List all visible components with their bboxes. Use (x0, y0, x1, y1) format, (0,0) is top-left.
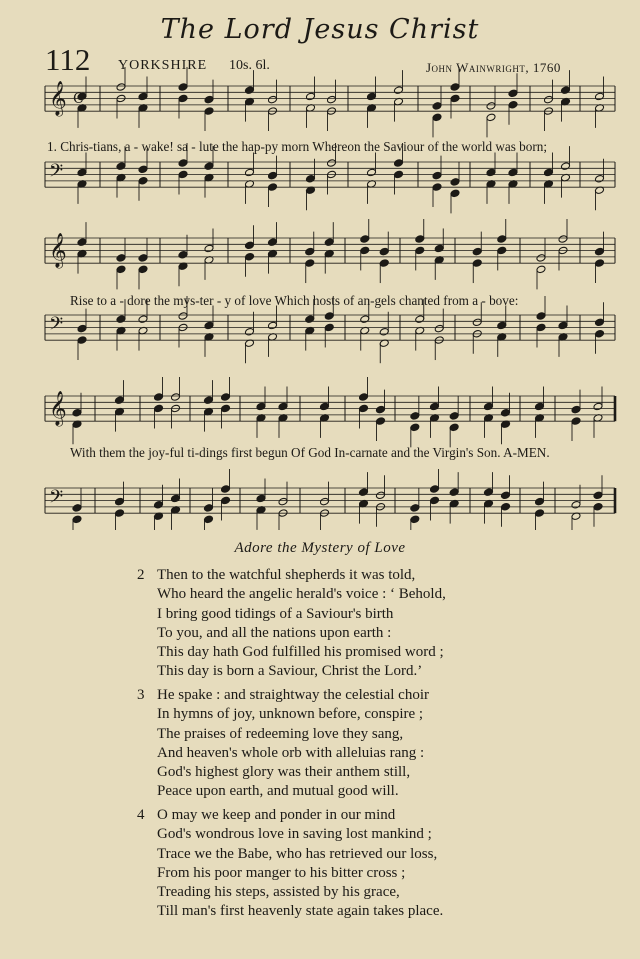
stanza-line: Then to the watchful shepherds it was told, (157, 567, 416, 583)
svg-text:𝄢: 𝄢 (49, 161, 64, 186)
svg-text:𝄢: 𝄢 (49, 487, 64, 512)
lyric-line-3: With them the joy-ful ti-dings first begun Of God In-carnate and the Virgin's Son. A-MEN. (70, 445, 550, 460)
svg-text:𝄞: 𝄞 (49, 391, 67, 426)
stanza-line: From his poor manger to his bitter cross ; (157, 864, 406, 881)
stanza-line: Who heard the angelic herald's voice : ‘ Behold, (157, 586, 446, 603)
stanza-line: Peace upon earth, and mutual good will. (157, 783, 399, 800)
stanza-line: This day is born a Saviour, Christ the Lord.’ (157, 663, 423, 680)
verse-heading: Adore the Mystery of Love (234, 540, 406, 556)
lyric-line-1: 1. Chris-tians, a - wake! sa - lute the hap-py morn Whereon the Saviour of the world was born; (47, 139, 548, 154)
hymn-section-title: The Lord Jesus Christ (160, 14, 480, 45)
tune-name: YORKSHIRE (118, 58, 208, 73)
stanza-line: Treading his steps, assisted by his grace, (157, 884, 400, 901)
stanza-line: God's wondrous love in saving lost mankind ; (157, 826, 432, 843)
stanza-line: Till man's first heavenly state again takes place. (157, 903, 444, 920)
svg-text:𝄞: 𝄞 (49, 81, 67, 116)
stanza-line: And heaven's whole orb with alleluias rang : (157, 744, 425, 761)
stanza-line: This day hath God fulfilled his promised word ; (157, 644, 444, 661)
hymn-number: 112 (45, 42, 91, 77)
stanza-number: 4 (137, 807, 145, 823)
stanza-line: In hymns of joy, unknown before, conspire ; (157, 706, 424, 723)
stanza-line: To you, and all the nations upon earth : (157, 624, 392, 641)
svg-text:C: C (73, 91, 84, 107)
stanza-line: The praises of redeeming love they sang, (157, 725, 404, 742)
stanza-line: I bring good tidings of a Saviour's birth (157, 605, 394, 622)
svg-text:𝄞: 𝄞 (49, 233, 67, 268)
stanza-number: 3 (137, 687, 145, 703)
stanza-line: Trace we the Babe, who has retrieved our loss, (157, 845, 438, 862)
svg-text:𝄢: 𝄢 (49, 314, 64, 339)
stanza-line: O may we keep and ponder in our mind (157, 807, 396, 823)
composer: John Wainwright, 1760 (426, 60, 561, 75)
meter: 10s. 6l. (229, 58, 270, 73)
lyric-line-2: Rise to a - dore the mys-ter - y of love Which hosts of an-gels chanted from a - bove: (70, 293, 519, 308)
stanza-number: 2 (137, 567, 145, 583)
stanza-line: He spake : and straightway the celestial choir (157, 687, 429, 703)
stanza-line: God's highest glory was their anthem still, (157, 764, 411, 781)
